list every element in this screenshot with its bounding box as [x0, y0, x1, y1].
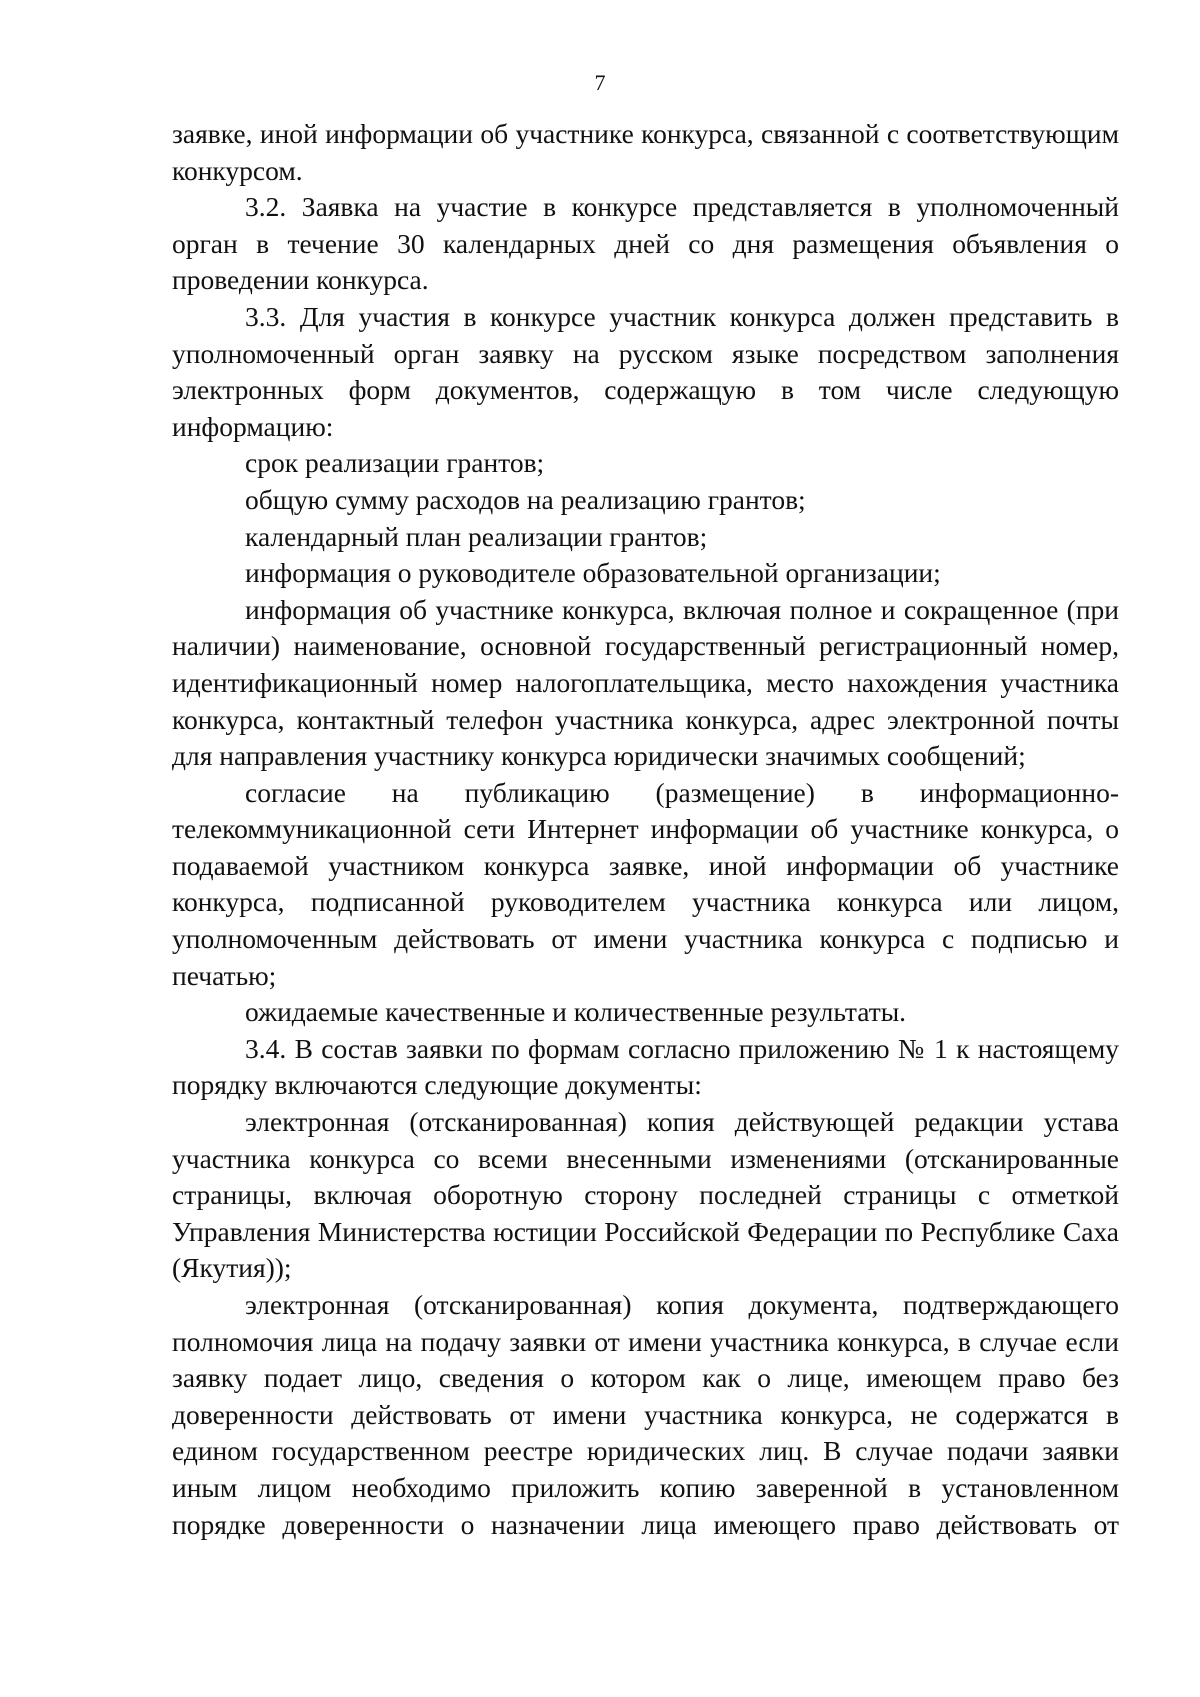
list-item-participant-info: информация об участнике конкурса, включая полное и сокращенное (при наличии) наименование, основной государственный регистрационный номер, идентификационный номер налогоплательщика, место нахождения участника конкурса, контактный телефон участника конкурса, адрес электронной почты для направления участнику конкурса юридически значимых сообщений;: [172, 593, 1119, 772]
page-number: 7: [594, 70, 606, 95]
list-item-head-info: информация о руководителе образовательной организации;: [245, 557, 941, 589]
list-item-calendar-plan: календарный план реализации грантов;: [245, 520, 708, 552]
paragraph-continuation: заявке, иной информации об участнике конкурса, связанной с соответствующим конкурсом.: [172, 118, 1119, 186]
paragraph-3-3: 3.3. Для участия в конкурсе участник конкурса должен представить в уполномоченный орган заявку на русском языке посредством заполнения электронных форм документов, содержащую в том числе следующую информацию:: [172, 300, 1119, 442]
paragraph-3-4: 3.4. В состав заявки по формам согласно приложению № 1 к настоящему порядку включаются следующие документы:: [172, 1032, 1119, 1101]
list-item-grant-term: срок реализации грантов;: [245, 447, 545, 479]
list-item-authority-copy: электронная (отсканированная) копия документа, подтверждающего полномочия лица на подачу заявки от имени участника конкурса, в случае если заявку подает лицо, сведения о котором как о лице, имеющем право без доверенности действовать от имени участника конкурса, не содержатся в едином государственном реестре юридических лиц. В случае подачи заявки иным лицом необходимо приложить копию заверенной в установленном порядке доверенности о назначении лица имеющего право действовать от: [172, 1289, 1119, 1540]
list-item-publication-consent: согласие на публикацию (размещение) в информационно-телекоммуникационной сети Интернет информации об участнике конкурса, о подаваемой участником конкурса заявке, иной информации об участнике конкурса, подписанной руководителем участника конкурса или лицом, уполномоченным действовать от имени участника конкурса с подписью и печатью;: [172, 776, 1119, 991]
paragraph-3-2: 3.2. Заявка на участие в конкурсе представляется в уполномоченный орган в течение 30 календарных дней со дня размещения объявления о проведении конкурса.: [172, 191, 1119, 296]
document-body: [172, 116, 1119, 1543]
list-item-charter-copy: электронная (отсканированная) копия действующей редакции устава участника конкурса со всеми внесенными изменениями (отсканированные страницы, включая оборотную сторону последней страницы с отметкой Управления Министерства юстиции Российской Федерации по Республике Саха (Якутия));: [172, 1106, 1119, 1284]
list-item-expected-results: ожидаемые качественные и количественные результаты.: [245, 996, 907, 1028]
list-item-total-expenses: общую сумму расходов на реализацию грантов;: [245, 483, 806, 515]
